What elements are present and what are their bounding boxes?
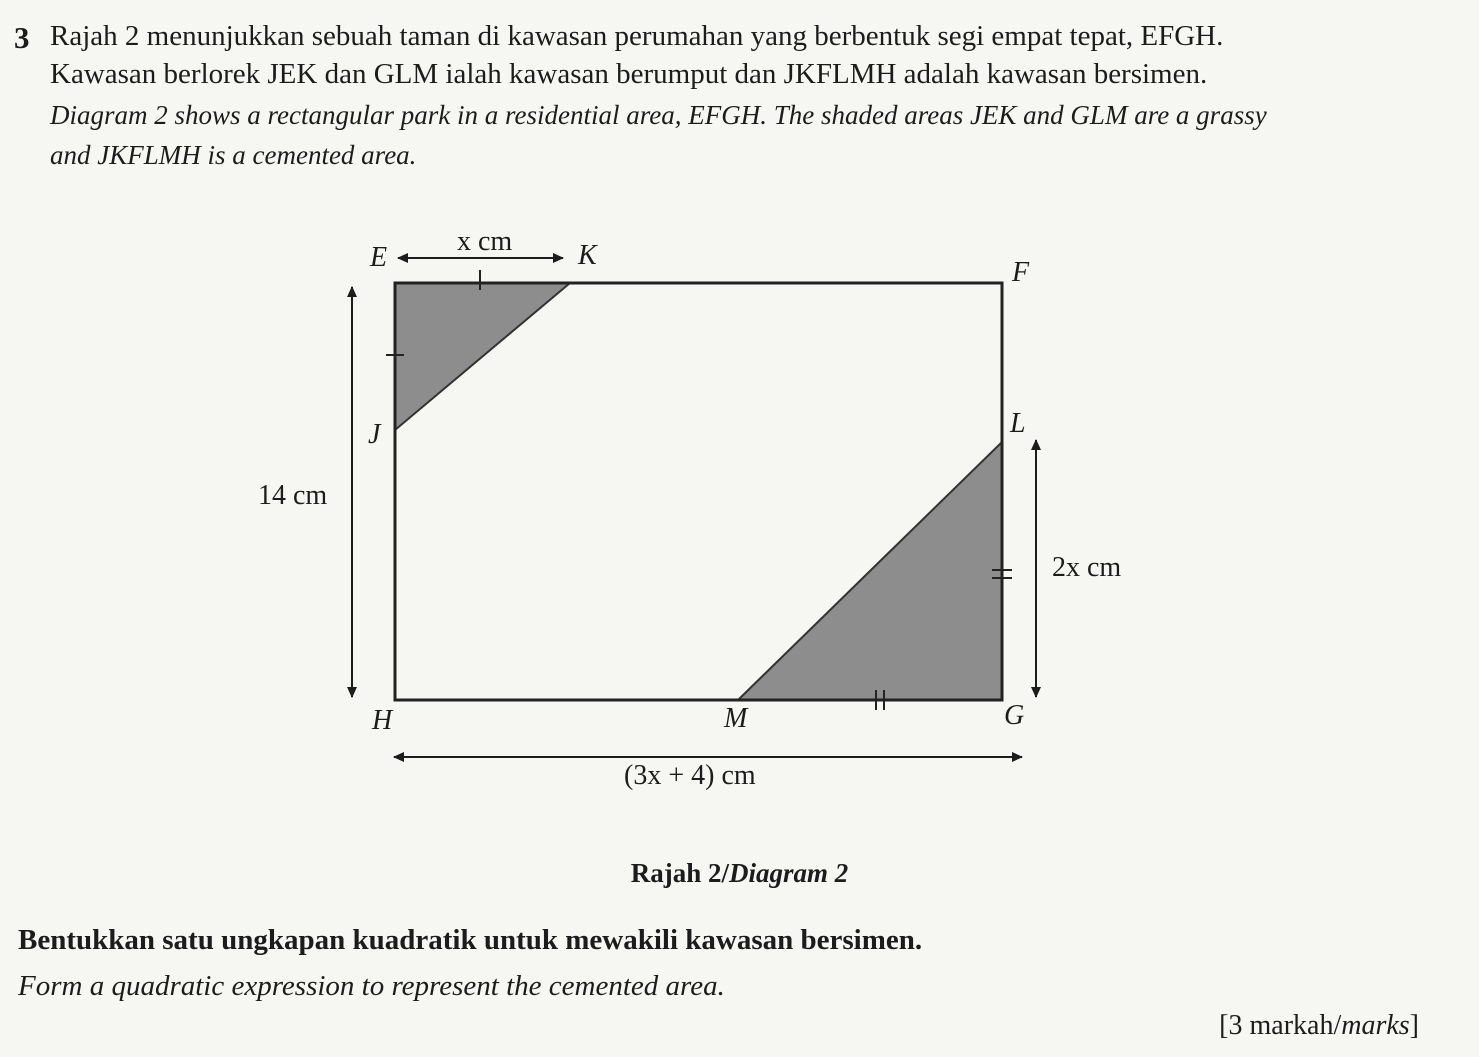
vertex-label-l: L — [1010, 408, 1026, 439]
caption-english: Diagram 2 — [729, 858, 849, 888]
vertex-label-k: K — [578, 240, 597, 271]
marks-allocation — [1219, 1010, 1419, 1042]
shaded-triangle-glm — [738, 442, 1002, 700]
dimension-label-lg: 2x cm — [1052, 552, 1122, 583]
question-number: 3 — [14, 20, 30, 55]
vertex-label-m: M — [724, 703, 748, 734]
english-text-line-2: and JKFLMH is a cemented area. — [50, 140, 417, 170]
caption-malay: Rajah 2/ — [630, 858, 729, 888]
vertex-label-e: E — [370, 242, 388, 273]
dimension-label-ek: x cm — [457, 226, 513, 257]
vertex-label-j: J — [368, 419, 381, 450]
vertex-label-g: G — [1004, 700, 1025, 731]
shaded-triangle-jek — [395, 283, 570, 430]
malay-text-line-1: Rajah 2 menunjukkan sebuah taman di kawasan perumahan yang berbentuk segi empat tepat, EFGH. — [50, 20, 1224, 52]
marks-english: marks — [1341, 1010, 1410, 1041]
task-english: Form a quadratic expression to represent the cemented area. — [18, 970, 725, 1002]
vertex-label-h: H — [372, 705, 393, 736]
dimension-label-hg: (3x + 4) cm — [624, 760, 756, 791]
dimension-label-eh: 14 cm — [258, 480, 328, 511]
marks-suffix: ] — [1409, 1010, 1419, 1041]
vertex-label-f: F — [1012, 257, 1030, 288]
marks-prefix: [3 markah/ — [1219, 1010, 1342, 1041]
task-malay: Bentukkan satu ungkapan kuadratik untuk mewakili kawasan bersimen. — [18, 924, 923, 956]
diagram-caption — [0, 858, 1479, 889]
malay-text-line-2: Kawasan berlorek JEK dan GLM ialah kawasan berumput dan JKFLMH adalah kawasan bersimen. — [50, 58, 1208, 90]
english-text-line-1: Diagram 2 shows a rectangular park in a residential area, EFGH. The shaded areas JEK and GLM are a grassy — [50, 100, 1267, 130]
